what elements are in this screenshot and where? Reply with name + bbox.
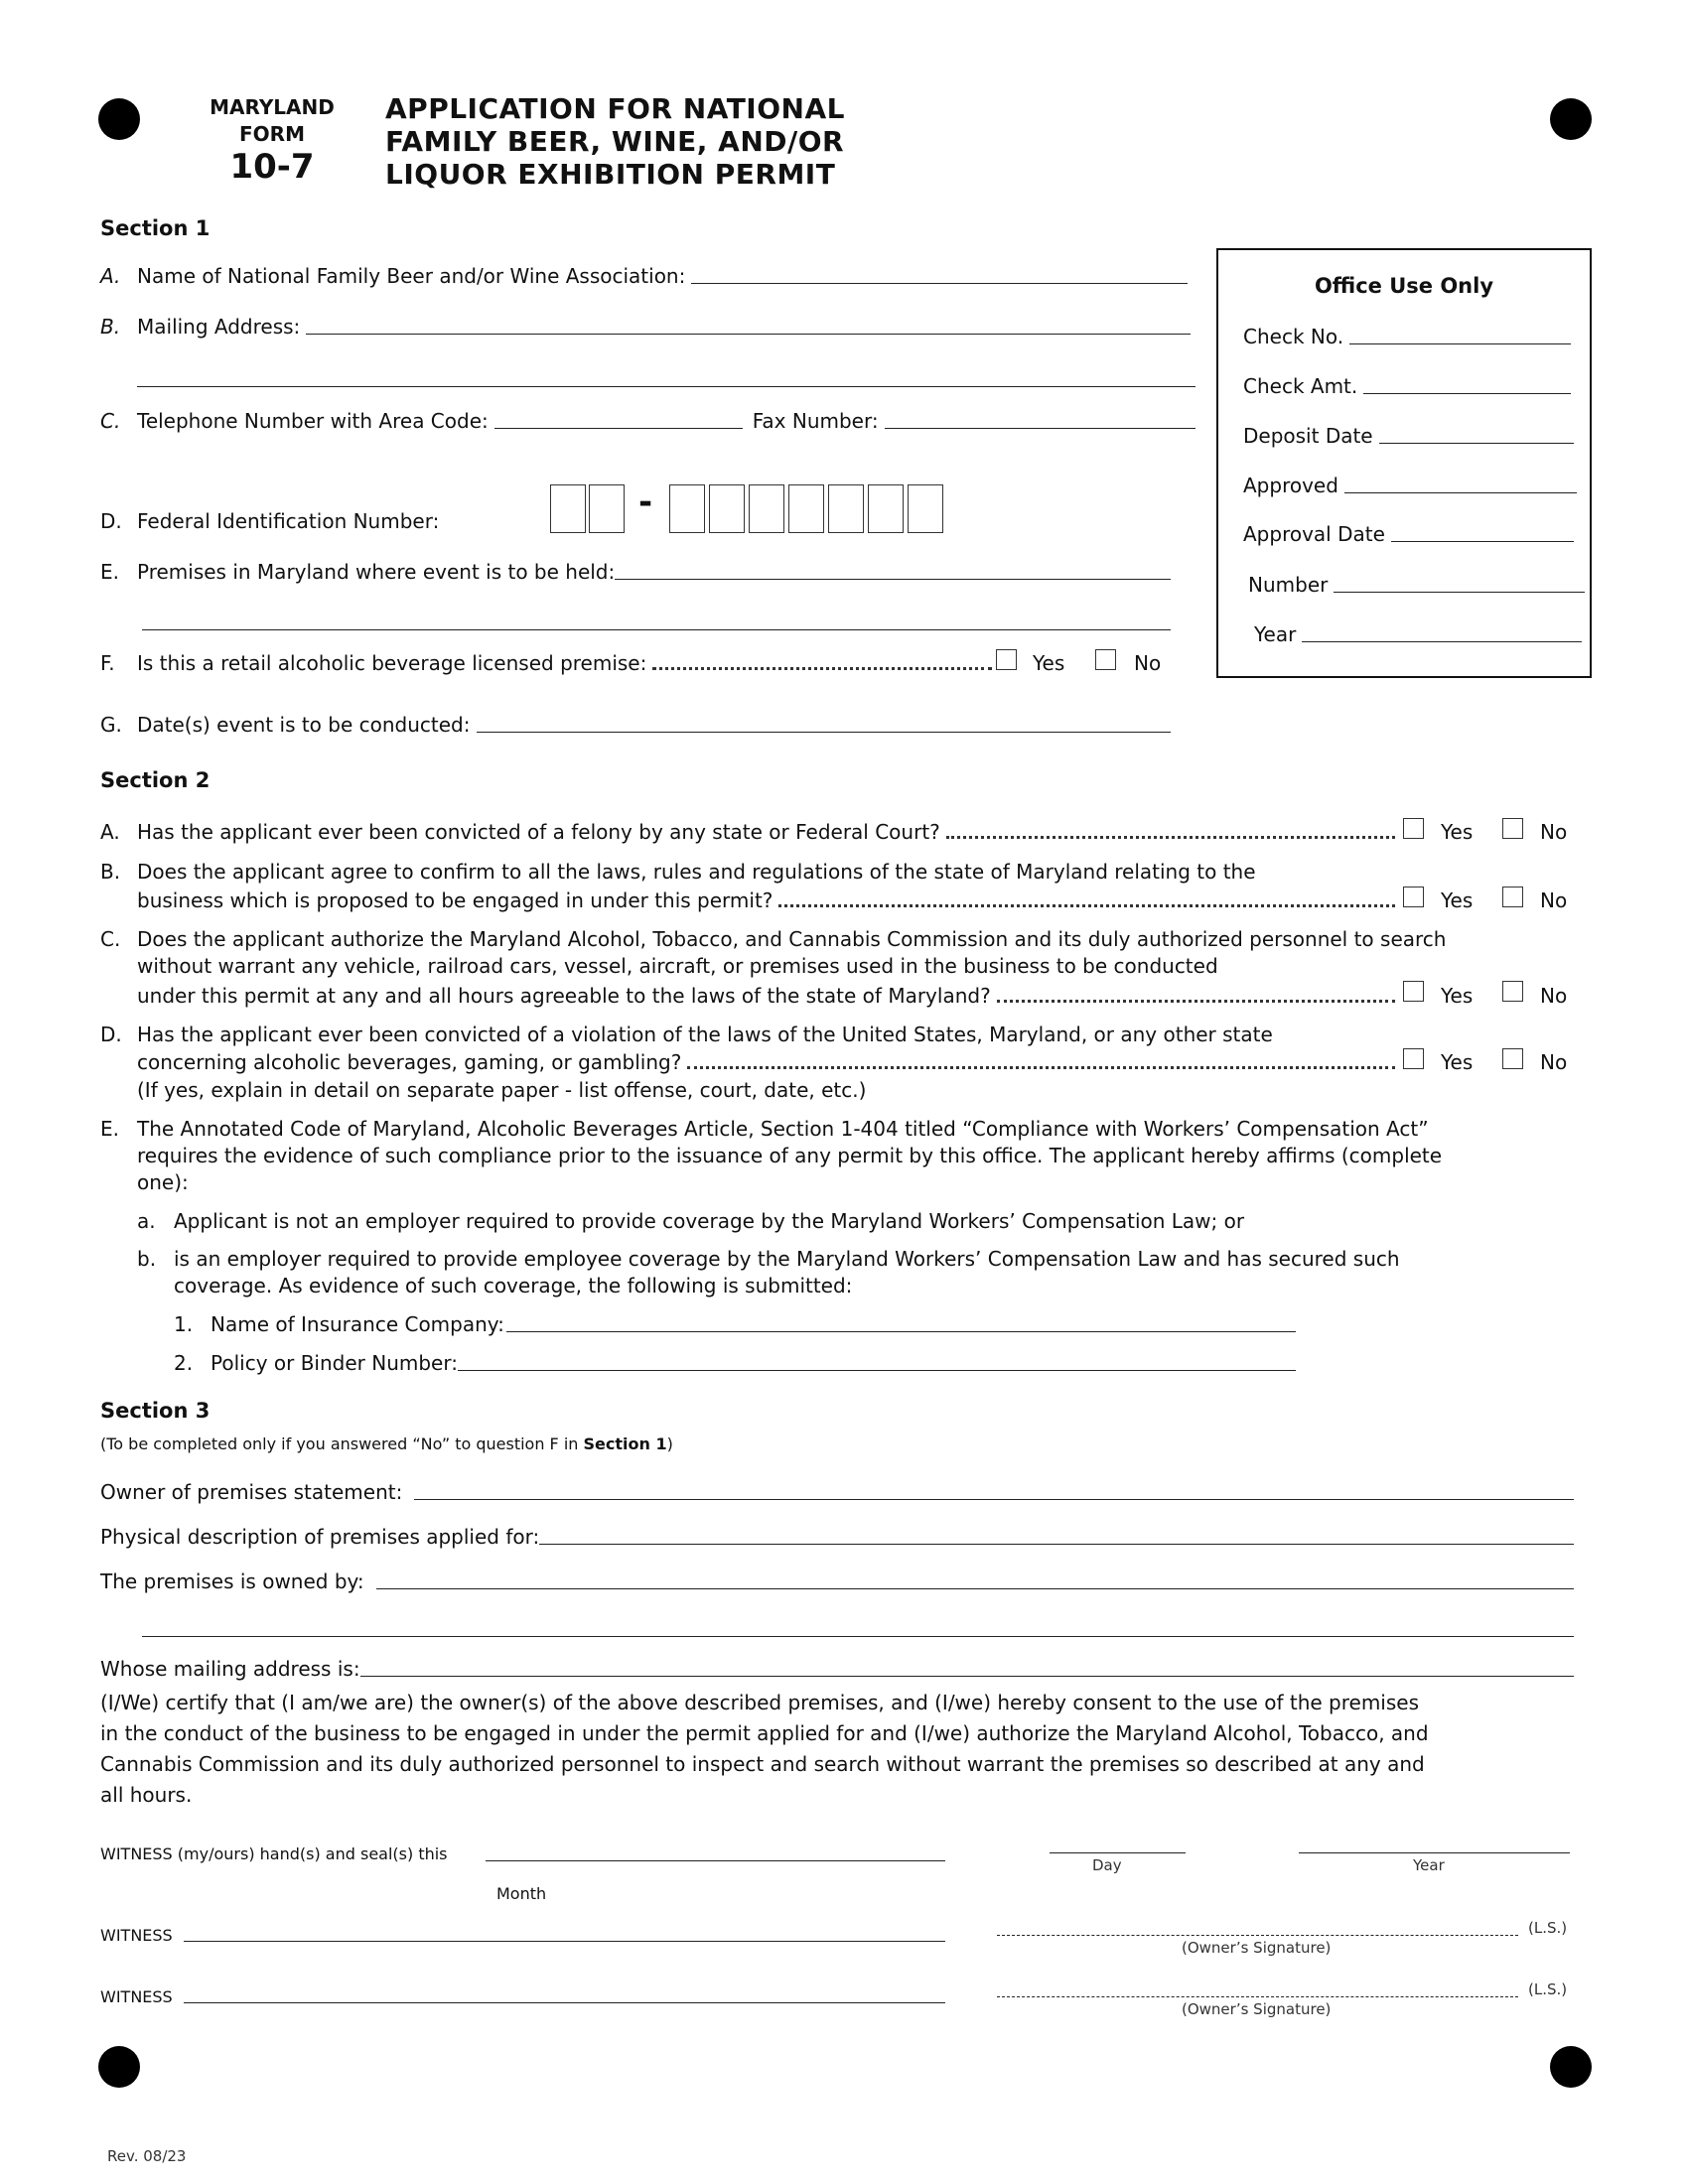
office-use-only-box xyxy=(1216,248,1592,678)
office-input[interactable] xyxy=(1349,343,1571,344)
title-line: APPLICATION FOR NATIONAL xyxy=(385,92,845,125)
punch-hole-marker xyxy=(1550,2046,1592,2088)
field-premises xyxy=(100,560,1171,584)
mailing-address-input[interactable] xyxy=(306,334,1191,335)
leader-dots xyxy=(778,904,1395,907)
office-input[interactable] xyxy=(1302,641,1582,642)
field-label: Premises in Maryland where event is to be held: xyxy=(137,560,616,584)
certification-line: all hours. xyxy=(100,1783,193,1807)
premises-line2-input[interactable] xyxy=(142,629,1171,630)
question-c-cont xyxy=(137,984,1401,1008)
question-text: Does the applicant authorize the Maryland Alcohol, Tobacco, and Cannabis Commission and its duly authorized personnel to search xyxy=(137,927,1447,951)
field-label: Check No. xyxy=(1243,325,1344,348)
fein-digit-box[interactable] xyxy=(550,484,586,533)
insurance-company-input[interactable] xyxy=(506,1331,1296,1332)
field-mailing-address-owner xyxy=(100,1657,1574,1681)
page-title xyxy=(385,92,845,191)
field-owned-by xyxy=(100,1570,1574,1593)
question-text: under this permit at any and all hours agreeable to the laws of the state of Maryland? xyxy=(137,984,991,1008)
item-number: 1. xyxy=(174,1312,194,1336)
fein-digit-box[interactable] xyxy=(908,484,943,533)
question-text: Does the applicant agree to confirm to all the laws, rules and regulations of the state of Maryland relating to the xyxy=(137,860,1256,884)
question-c-cont xyxy=(137,954,1218,978)
question-a xyxy=(100,820,1401,844)
item-letter: b. xyxy=(137,1247,157,1271)
question-d-cont xyxy=(137,1050,1401,1074)
option-text: Applicant is not an employer required to provide coverage by the Maryland Workers’ Compensation Law; or xyxy=(174,1209,1245,1233)
question-d xyxy=(100,1023,1273,1046)
office-field xyxy=(1243,325,1571,348)
item-letter: A. xyxy=(100,264,121,288)
field-label: Federal Identification Number: xyxy=(137,509,440,533)
field-label: Name of Insurance Company: xyxy=(211,1312,504,1336)
question-e-cont xyxy=(137,1170,189,1194)
note-text: ) xyxy=(666,1434,673,1453)
field-label: Number xyxy=(1248,573,1329,597)
conform-yes-checkbox[interactable] xyxy=(1403,887,1424,907)
field-insurance-company xyxy=(174,1312,1296,1336)
item-letter: a. xyxy=(137,1209,156,1233)
witness-2-input[interactable] xyxy=(184,2002,945,2003)
field-association-name xyxy=(100,264,1188,288)
field-label: Approved xyxy=(1243,474,1338,497)
yes-label: Yes xyxy=(1441,820,1474,844)
item-letter: C. xyxy=(100,927,121,951)
witness-label: WITNESS xyxy=(100,1987,173,2006)
question-text: (If yes, explain in detail on separate paper - list offense, court, date, etc.) xyxy=(137,1078,867,1102)
ls-label: (L.S.) xyxy=(1528,1919,1568,1937)
owner-signature-1-input[interactable] xyxy=(997,1935,1518,1936)
day-label: Day xyxy=(1092,1856,1122,1874)
field-label: Name of National Family Beer and/or Wine Association: xyxy=(137,264,686,288)
item-letter: G. xyxy=(100,713,122,737)
event-dates-input[interactable] xyxy=(477,732,1172,733)
no-label: No xyxy=(1540,1050,1568,1074)
leader-dots xyxy=(652,667,992,670)
policy-number-input[interactable] xyxy=(458,1370,1296,1371)
field-telephone xyxy=(100,409,1196,433)
field-owner-statement xyxy=(100,1480,1574,1504)
section-1-heading: Section 1 xyxy=(100,216,211,240)
question-text: Has the applicant ever been convicted of a felony by any state or Federal Court? xyxy=(137,820,940,844)
item-letter: D. xyxy=(100,509,122,533)
item-letter: C. xyxy=(100,409,121,433)
licensed-no-checkbox[interactable] xyxy=(1095,649,1116,670)
office-input[interactable] xyxy=(1391,541,1574,542)
fein-digit-box[interactable] xyxy=(868,484,904,533)
premises-input[interactable] xyxy=(615,579,1171,580)
fax-label: Fax Number: xyxy=(752,409,879,433)
field-label: Telephone Number with Area Code: xyxy=(137,409,489,433)
no-label: No xyxy=(1540,820,1568,844)
yes-label: Yes xyxy=(1033,651,1065,675)
item-letter: D. xyxy=(100,1023,122,1046)
option-text: coverage. As evidence of such coverage, the following is submitted: xyxy=(174,1274,853,1297)
question-e xyxy=(100,1117,1429,1141)
option-text: is an employer required to provide employee coverage by the Maryland Workers’ Compensation Law and has secured such xyxy=(174,1247,1400,1271)
title-line: LIQUOR EXHIBITION PERMIT xyxy=(385,158,836,191)
telephone-input[interactable] xyxy=(494,428,743,429)
certification-paragraph xyxy=(100,1688,1590,1811)
question-text: concerning alcoholic beverages, gaming, or gambling? xyxy=(137,1050,682,1074)
field-label: Policy or Binder Number: xyxy=(211,1351,458,1375)
owner-statement-input[interactable] xyxy=(414,1499,1574,1500)
owned-by-line2-input[interactable] xyxy=(142,1636,1574,1637)
title-line: FAMILY BEER, WINE, AND/OR xyxy=(385,125,845,158)
question-b xyxy=(100,860,1256,884)
field-label: Owner of premises statement: xyxy=(100,1480,403,1504)
field-mailing-address xyxy=(100,315,1191,339)
no-label: No xyxy=(1134,651,1162,675)
field-label: Date(s) event is to be conducted: xyxy=(137,713,471,737)
field-label: Whose mailing address is: xyxy=(100,1657,360,1681)
certification-line: (I/We) certify that (I am/we are) the owner(s) of the above described premises, and (I/we) hereby consent to the use of the premises xyxy=(100,1691,1419,1714)
owner-mailing-input[interactable] xyxy=(360,1676,1574,1677)
certification-line: in the conduct of the business to be engaged in under the permit applied for and (I/we) authorize the Maryland Alcohol, Tobacco, and xyxy=(100,1721,1429,1745)
field-fein xyxy=(100,509,439,533)
search-no-checkbox[interactable] xyxy=(1502,981,1523,1002)
office-input[interactable] xyxy=(1379,443,1574,444)
mailing-address-line2-input[interactable] xyxy=(137,386,1196,387)
question-d-note xyxy=(137,1078,866,1102)
felony-yes-checkbox[interactable] xyxy=(1403,818,1424,839)
question-c xyxy=(100,927,1446,951)
violation-no-checkbox[interactable] xyxy=(1502,1048,1523,1069)
office-use-title: Office Use Only xyxy=(1314,274,1494,298)
office-field xyxy=(1243,474,1577,497)
office-field xyxy=(1254,622,1582,646)
form-state: MARYLAND xyxy=(210,95,335,119)
violation-yes-checkbox[interactable] xyxy=(1403,1048,1424,1069)
field-label: The premises is owned by: xyxy=(100,1570,364,1593)
question-text: one): xyxy=(137,1170,189,1194)
day-input[interactable] xyxy=(1050,1852,1186,1853)
owner-signature-caption: (Owner’s Signature) xyxy=(1182,1939,1332,1957)
fein-digit-box[interactable] xyxy=(828,484,864,533)
witness-1-input[interactable] xyxy=(184,1941,945,1942)
yes-label: Yes xyxy=(1441,888,1474,912)
field-label: Is this a retail alcoholic beverage licensed premise: xyxy=(137,651,647,675)
leader-dots xyxy=(687,1066,1395,1069)
fein-digit-box[interactable] xyxy=(669,484,705,533)
office-field xyxy=(1243,374,1571,398)
year-input[interactable] xyxy=(1299,1852,1570,1853)
item-letter: B. xyxy=(100,315,121,339)
field-physical-description xyxy=(100,1525,1574,1549)
witness-label: WITNESS xyxy=(100,1926,173,1945)
item-letter: E. xyxy=(100,1117,119,1141)
revision-label: Rev. 08/23 xyxy=(107,2147,187,2165)
punch-hole-marker xyxy=(98,98,140,140)
owned-by-input[interactable] xyxy=(376,1588,1574,1589)
option-a xyxy=(137,1209,1244,1233)
item-letter: B. xyxy=(100,860,121,884)
office-input[interactable] xyxy=(1363,393,1571,394)
question-text: without warrant any vehicle, railroad cars, vessel, aircraft, or premises used in the business to be conducted xyxy=(137,954,1218,978)
owner-signature-2-input[interactable] xyxy=(997,1996,1518,1997)
field-event-dates xyxy=(100,713,1171,737)
field-label: Year xyxy=(1254,622,1297,646)
felony-no-checkbox[interactable] xyxy=(1502,818,1523,839)
field-label: Check Amt. xyxy=(1243,374,1358,398)
owner-signature-caption: (Owner’s Signature) xyxy=(1182,2000,1332,2018)
field-policy-number xyxy=(174,1351,1296,1375)
item-number: 2. xyxy=(174,1351,194,1375)
office-field xyxy=(1243,522,1574,546)
field-licensed-premise xyxy=(100,651,998,675)
fein-digit-box[interactable] xyxy=(589,484,625,533)
punch-hole-marker xyxy=(98,2046,140,2088)
no-label: No xyxy=(1540,888,1568,912)
item-letter: E. xyxy=(100,560,119,584)
office-field xyxy=(1243,424,1574,448)
question-text: business which is proposed to be engaged in under this permit? xyxy=(137,888,774,912)
fein-separator: - xyxy=(638,482,653,522)
item-letter: A. xyxy=(100,820,120,844)
year-label: Year xyxy=(1413,1856,1445,1874)
field-label: Deposit Date xyxy=(1243,424,1373,448)
section-3-note xyxy=(100,1434,673,1453)
yes-label: Yes xyxy=(1441,1050,1474,1074)
note-bold: Section 1 xyxy=(583,1434,667,1453)
witness-hand-label: WITNESS (my/ours) hand(s) and seal(s) this xyxy=(100,1844,448,1863)
fein-digit-box[interactable] xyxy=(749,484,784,533)
question-text: requires the evidence of such compliance prior to the issuance of any permit by this office. The applicant hereby affirms (complete xyxy=(137,1144,1443,1167)
certification-line: Cannabis Commission and its duly authorized personnel to inspect and search without warrant the premises so described at any and xyxy=(100,1752,1425,1776)
witness-date-input[interactable] xyxy=(486,1860,945,1861)
office-input[interactable] xyxy=(1344,492,1577,493)
association-name-input[interactable] xyxy=(691,283,1188,284)
option-b xyxy=(137,1247,1400,1271)
conform-no-checkbox[interactable] xyxy=(1502,887,1523,907)
ls-label: (L.S.) xyxy=(1528,1980,1568,1998)
item-letter: F. xyxy=(100,651,115,675)
section-3-heading: Section 3 xyxy=(100,1399,211,1423)
month-label: Month xyxy=(496,1884,547,1903)
question-e-cont xyxy=(137,1144,1442,1167)
leader-dots xyxy=(997,1000,1395,1003)
fein-digit-box[interactable] xyxy=(709,484,745,533)
option-b-cont xyxy=(174,1274,852,1297)
note-text: (To be completed only if you answered “No” to question F in xyxy=(100,1434,584,1453)
form-number: 10-7 xyxy=(229,147,315,187)
field-label: Approval Date xyxy=(1243,522,1385,546)
punch-hole-marker xyxy=(1550,98,1592,140)
office-input[interactable] xyxy=(1334,592,1585,593)
yes-label: Yes xyxy=(1441,984,1474,1008)
search-yes-checkbox[interactable] xyxy=(1403,981,1424,1002)
question-text: The Annotated Code of Maryland, Alcoholic Beverages Article, Section 1-404 titled “Compliance with Workers’ Compensation Act” xyxy=(137,1117,1429,1141)
field-label: Physical description of premises applied for: xyxy=(100,1525,540,1549)
field-label: Mailing Address: xyxy=(137,315,301,339)
office-field xyxy=(1248,573,1585,597)
fein-digit-box[interactable] xyxy=(788,484,824,533)
fax-input[interactable] xyxy=(885,428,1196,429)
leader-dots xyxy=(946,836,1395,839)
no-label: No xyxy=(1540,984,1568,1008)
section-2-heading: Section 2 xyxy=(100,768,211,792)
question-b-cont xyxy=(137,888,1401,912)
physical-description-input[interactable] xyxy=(539,1544,1574,1545)
question-text: Has the applicant ever been convicted of a violation of the laws of the United States, Maryland, or any other state xyxy=(137,1023,1273,1046)
form-label: FORM xyxy=(239,122,305,146)
licensed-yes-checkbox[interactable] xyxy=(996,649,1017,670)
